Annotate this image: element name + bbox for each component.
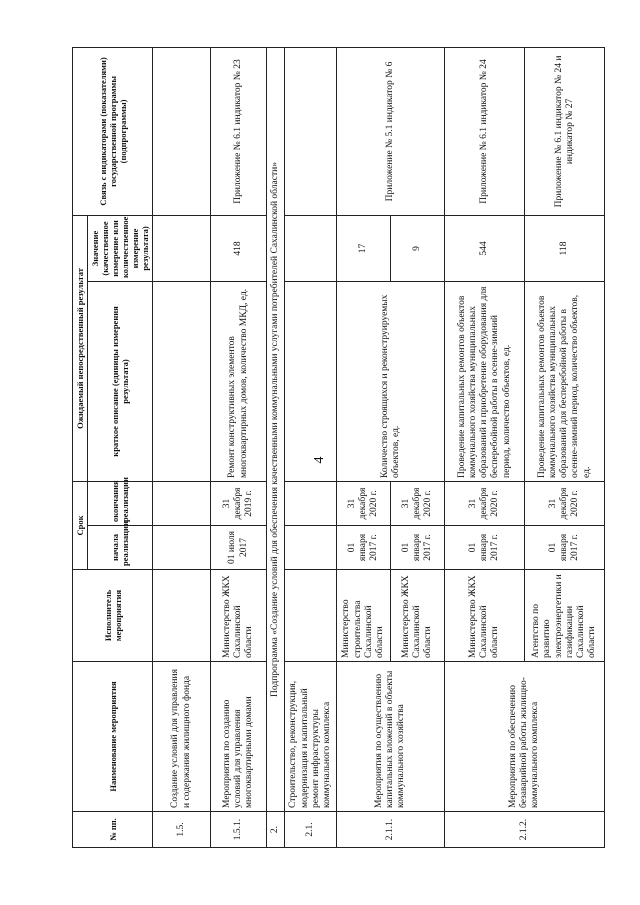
row-executor: Министерство ЖКХ Сахалинской области [211,570,267,662]
row-link: Приложение № 5.1 индикатор № 6 [337,47,445,215]
row-end: 31 декабря 2020 г. [391,481,445,525]
row-value: 9 [391,215,445,281]
header-result: Ожидаемый непосредственный результат [73,215,88,481]
header-row-1 [73,47,88,847]
row-link [285,47,337,215]
row-num: 2.1.1. [337,812,445,848]
row-name: Создание условий для управления и содержания жилищного фонда [153,662,211,812]
row-start [153,526,211,570]
page-number: 4 [312,456,327,464]
row-value: 544 [445,215,525,281]
header-start: начала реализации [88,526,153,570]
row-num: 2.1. [285,812,337,848]
table-row [445,47,525,847]
row-desc: Проведение капитальных ремонтов объектов коммунального хозяйства муниципальных образований и приобретение оборудования для бесперебойной работы в осенне-зимний период, количество объектов, ед. [445,281,525,481]
row-start: 01 января 2017 г. [445,526,525,570]
row-end: 31 декабря 2020 г. [337,481,391,525]
row-start [285,526,337,570]
row-name: Мероприятия по осуществлению капитальных вложений в объекты коммунального хозяйства [337,662,445,812]
header-short-desc: краткое описание (единицы измерения результата) [88,281,153,481]
row-link: Приложение № 6.1 индикатор № 24 [445,47,525,215]
row-executor: Министерство строительства Сахалинской области [337,570,391,662]
row-desc [285,281,337,481]
header-end: окончания реализации [88,481,153,525]
section-num: 2. [267,812,285,848]
row-start: 01 января 2017 г. [337,526,391,570]
row-end [153,481,211,525]
measures-table [72,47,605,848]
table-row [285,47,337,847]
header-link: Связь с индикаторами (показателями) государственной программы (подпрограммы) [73,47,153,215]
row-desc [153,281,211,481]
row-executor: Министерство ЖКХ Сахалинской области [445,570,525,662]
row-name: Мероприятия по обеспечению безаварийной работы жилищно-коммунального комплекса [445,662,605,812]
row-value: 418 [211,215,267,281]
row-value [285,215,337,281]
row-executor: Агентство по развитию электроэнергетики и газификации Сахалинской области [525,570,605,662]
table-row [153,47,211,847]
row-num: 2.1.2. [445,812,605,848]
row-start: 01 января 2017 г. [391,526,445,570]
row-value: 17 [337,215,391,281]
section-title: Подпрограмма «Создание условий для обеспечения качественными коммунальными услугами потребителей Сахалинской области» [267,47,285,811]
row-name: Строительство, реконструкция, модернизация и капитальный ремонт инфраструктуры коммунального комплекса [285,662,337,812]
row-executor [153,570,211,662]
row-link [153,47,211,215]
row-end: 31 декабря 2020 г. [445,481,525,525]
row-executor [285,570,337,662]
header-num: № пп. [73,812,153,848]
row-num: 1.5. [153,812,211,848]
table-row [337,47,391,847]
section-row [267,47,285,847]
row-start: 01 января 2017 г. [525,526,605,570]
row-num: 1.5.1. [211,812,267,848]
header-executor: Исполнитель мероприятия [73,570,153,662]
row-start: 01 июля 2017 [211,526,267,570]
row-value [153,215,211,281]
row-end [285,481,337,525]
row-link: Приложение № 6.1 индикатор № 24 и индикатор № 27 [525,47,605,215]
rotated-table-wrapper [72,48,608,848]
row-value: 118 [525,215,605,281]
row-executor: Министерство ЖКХ Сахалинской области [391,570,445,662]
header-value: Значение (качественное измерение или количественное измерение результата) [88,215,153,281]
row-desc: Количество строящихся и реконструируемых объектов, ед. [337,281,445,481]
header-term: Срок [73,481,88,569]
table-row [211,47,267,847]
row-desc: Проведение капитальных ремонтов объектов коммунального хозяйства муниципальных образований для бесперебойной работы в осенне-зимний период, количество объектов, ед. [525,281,605,481]
row-end: 31 декабря 2019 г. [211,481,267,525]
row-link: Приложение № 6.1 индикатор № 23 [211,47,267,215]
row-end: 31 декабря 2020 г. [525,481,605,525]
row-name: Мероприятия по созданию условий для управления многоквартирными домами [211,662,267,812]
header-name: Наименование мероприятия [73,662,153,812]
row-desc: Ремонт конструктивных элементов многоквартирных домов, количество МКД, ед. [211,281,267,481]
